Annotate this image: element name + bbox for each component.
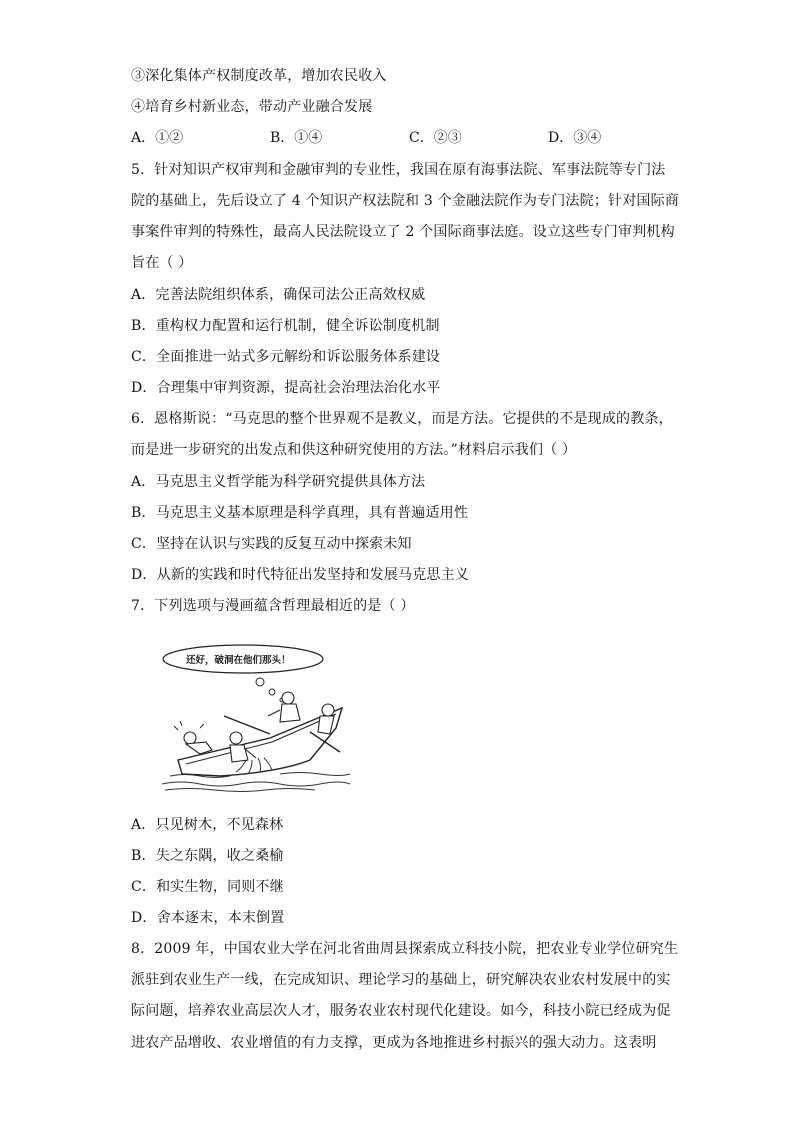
q7-option-b[interactable]: B．失之东隅，收之桑榆 bbox=[131, 848, 284, 864]
q7-option-c[interactable]: C．和实生物，同则不继 bbox=[131, 879, 284, 895]
q5-stem-line-1: 5．针对知识产权审判和金融审判的专业性，我国在原有海事法院、军事法院等专门法 bbox=[131, 162, 666, 178]
q7-option-a[interactable]: A．只见树木，不见森林 bbox=[131, 817, 284, 833]
q6-stem-line-1: 6．恩格斯说：“马克思的整个世界观不是教义，而是方法。它提供的不是现成的教条， bbox=[131, 411, 673, 427]
option-d[interactable]: D．③④ bbox=[548, 130, 602, 146]
q5-option-b[interactable]: B．重构权力配置和运行机制，健全诉讼制度机制 bbox=[131, 318, 440, 334]
q5-stem-line-2: 院的基础上，先后设立了 4 个知识产权法院和 3 个金融法院作为专门法院；针对国际商 bbox=[131, 193, 680, 209]
q6-option-a[interactable]: A．马克思主义哲学能为科学研究提供具体方法 bbox=[131, 474, 426, 490]
option-a[interactable]: A．①② bbox=[131, 130, 184, 146]
q6-option-c[interactable]: C．坚持在认识与实践的反复互动中探索未知 bbox=[131, 536, 412, 552]
statement-4: ④培育乡村新业态，带动产业融合发展 bbox=[131, 99, 373, 115]
q5-stem-line-3: 事案件审判的特殊性，最高人民法院设立了 2 个国际商事法庭。设立这些专门审判机构 bbox=[131, 224, 675, 240]
cartoon-caption: 还好，破洞在他们那头！ bbox=[186, 655, 291, 666]
q5-option-d[interactable]: D．合理集中审判资源，提高社会治理法治化水平 bbox=[131, 380, 441, 396]
q6-stem-line-2: 而是进一步研究的出发点和供这种研究使用的方法。”材料启示我们（ ） bbox=[131, 442, 577, 458]
q6-option-b[interactable]: B．马克思主义基本原理是科学真理，具有普遍适用性 bbox=[131, 505, 469, 521]
q8-stem-line-2: 派驻到农业生产一线，在完成知识、理论学习的基础上，研究解决农业农村发展中的实 bbox=[131, 972, 671, 988]
q6-option-d[interactable]: D．从新的实践和时代特征出发坚持和发展马克思主义 bbox=[131, 567, 470, 583]
q5-option-c[interactable]: C．全面推进一站式多元解纷和诉讼服务体系建设 bbox=[131, 349, 441, 365]
q7-option-d[interactable]: D．舍本逐末，本末倒置 bbox=[131, 910, 285, 926]
q8-stem-line-4: 进农产品增收、农业增值的有力支撑，更成为各地推进乡村振兴的强大动力。这表明 bbox=[131, 1035, 657, 1051]
q7-stem: 7．下列选项与漫画蕴含哲理最相近的是（ ） bbox=[131, 598, 415, 614]
option-c[interactable]: C．②③ bbox=[409, 130, 462, 146]
q5-stem-line-4: 旨在（ ） bbox=[131, 255, 193, 271]
q8-stem-line-1: 8．2009 年，中国农业大学在河北省曲周县探索成立科技小院，把农业专业学位研究生 bbox=[131, 941, 679, 957]
option-b[interactable]: B．①④ bbox=[270, 130, 323, 146]
statement-3: ③深化集体产权制度改革，增加农民收入 bbox=[131, 68, 387, 84]
q5-option-a[interactable]: A．完善法院组织体系，确保司法公正高效权威 bbox=[131, 287, 426, 303]
q8-stem-line-3: 际问题，培养农业高层次人才，服务农业农村现代化建设。如今，科技小院已经成为促 bbox=[131, 1003, 671, 1019]
